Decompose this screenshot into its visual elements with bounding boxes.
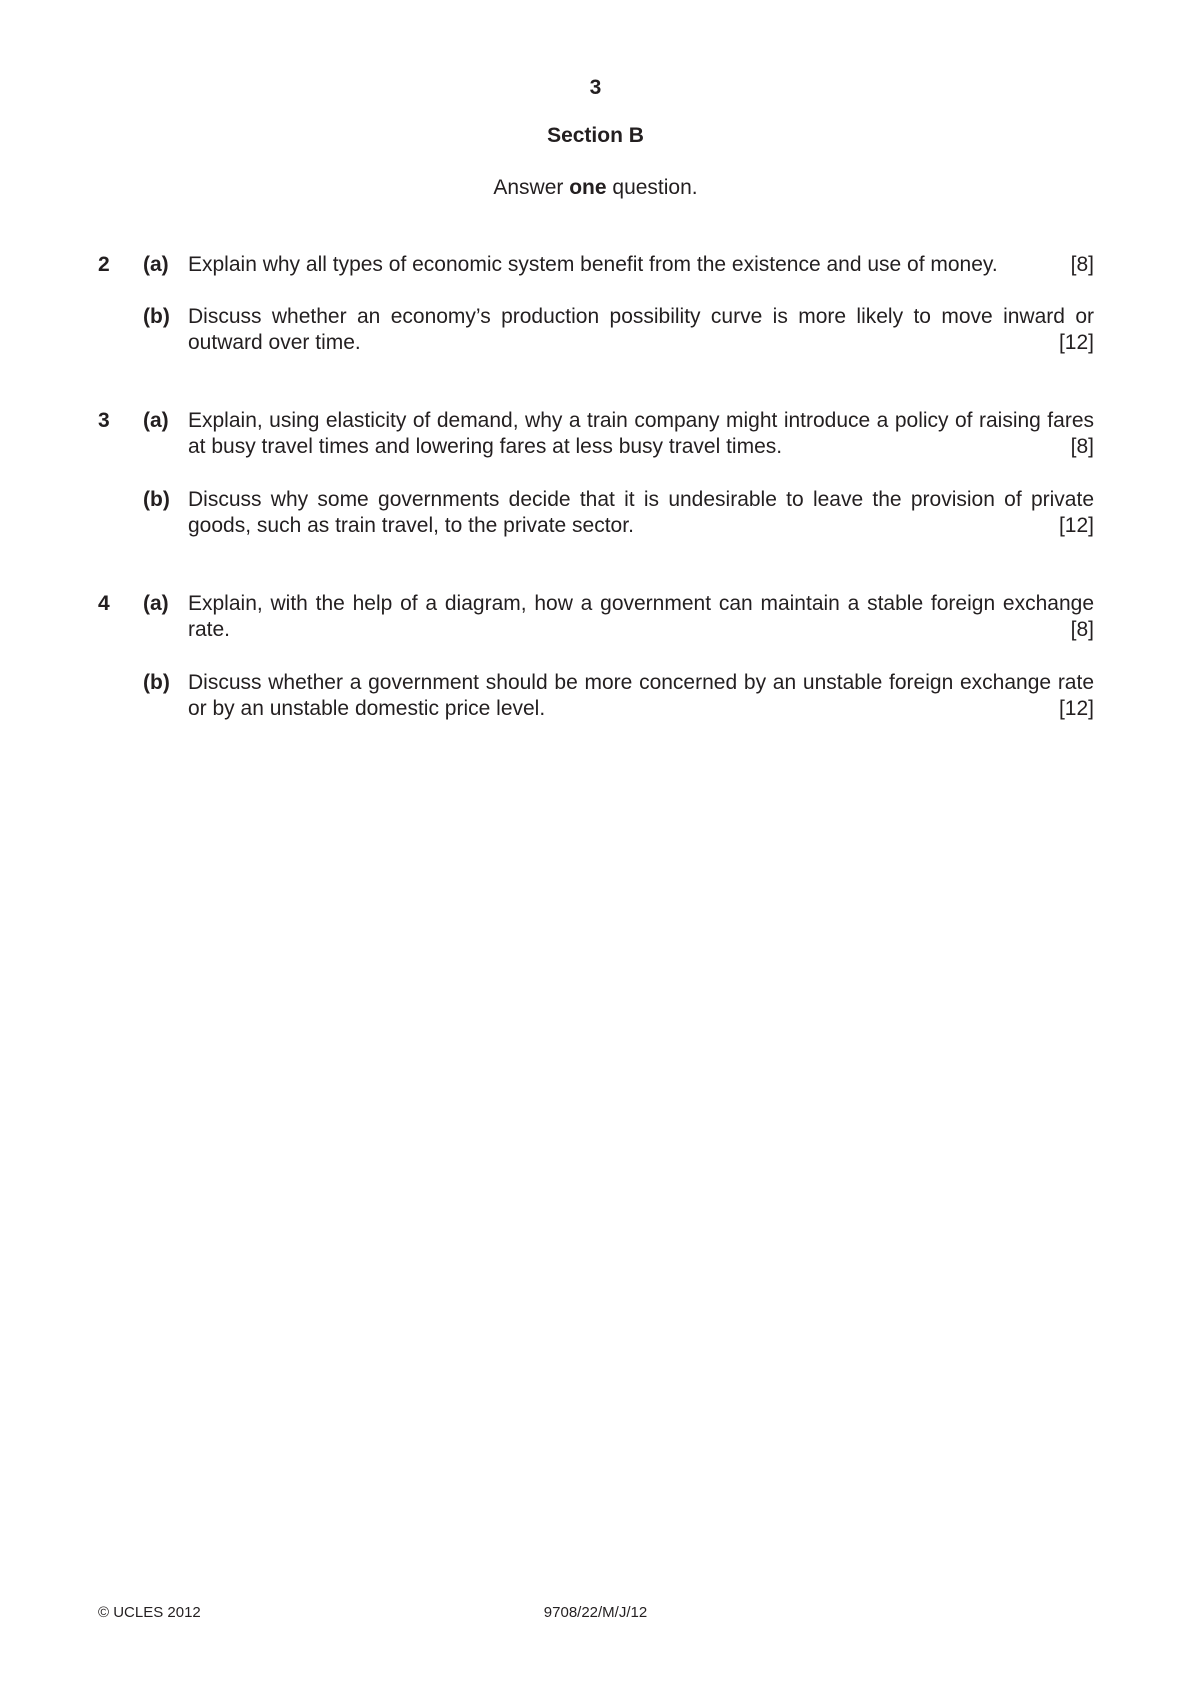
part-text xyxy=(188,304,1094,356)
part-label: (a) xyxy=(143,253,169,276)
part-text xyxy=(188,670,1094,722)
part-body: Explain why all types of economic system benefit from the existence and use of money. xyxy=(188,253,998,276)
part-mark: [12] xyxy=(1058,514,1094,537)
part-text xyxy=(188,408,1094,460)
part-mark: [12] xyxy=(1058,697,1094,720)
part-label: (b) xyxy=(143,671,170,694)
part-mark: [8] xyxy=(1070,618,1094,641)
part-body: Discuss whether a government should be more concerned by an unstable foreign exchange rate or by an unstable domestic price level. xyxy=(188,671,1094,720)
question-number: 4 xyxy=(98,592,110,615)
part-text xyxy=(188,591,1094,643)
part-mark: [8] xyxy=(1070,435,1094,458)
page-number: 3 xyxy=(589,76,602,99)
part-mark: [12] xyxy=(1058,331,1094,354)
part-body: Discuss why some governments decide that it is undesirable to leave the provision of private goods, such as train travel, to the private sector. xyxy=(188,488,1094,537)
part-label: (b) xyxy=(143,305,170,328)
footer-paper-code: 9708/22/M/J/12 xyxy=(543,1604,648,1621)
part-mark: [8] xyxy=(1070,253,1094,276)
instruction xyxy=(0,176,1191,200)
part-label: (a) xyxy=(143,409,169,432)
instruction-before: Answer xyxy=(493,176,570,199)
part-text xyxy=(188,487,1094,539)
part-label: (a) xyxy=(143,592,169,615)
section-title: Section B xyxy=(547,124,644,147)
question-number: 2 xyxy=(98,253,110,276)
part-label: (b) xyxy=(143,488,170,511)
part-body: Explain, using elasticity of demand, why a train company might introduce a policy of raising fares at busy travel times and lowering fares at less busy travel times. xyxy=(188,409,1094,458)
footer-copyright: © UCLES 2012 xyxy=(98,1604,201,1621)
part-body: Explain, with the help of a diagram, how a government can maintain a stable foreign exchange rate. xyxy=(188,592,1094,641)
instruction-after: question. xyxy=(606,176,698,199)
instruction-emphasis: one xyxy=(569,176,607,199)
part-text xyxy=(188,252,1094,278)
part-body: Discuss whether an economy’s production possibility curve is more likely to move inward or outward over time. xyxy=(188,305,1094,354)
question-number: 3 xyxy=(98,409,110,432)
